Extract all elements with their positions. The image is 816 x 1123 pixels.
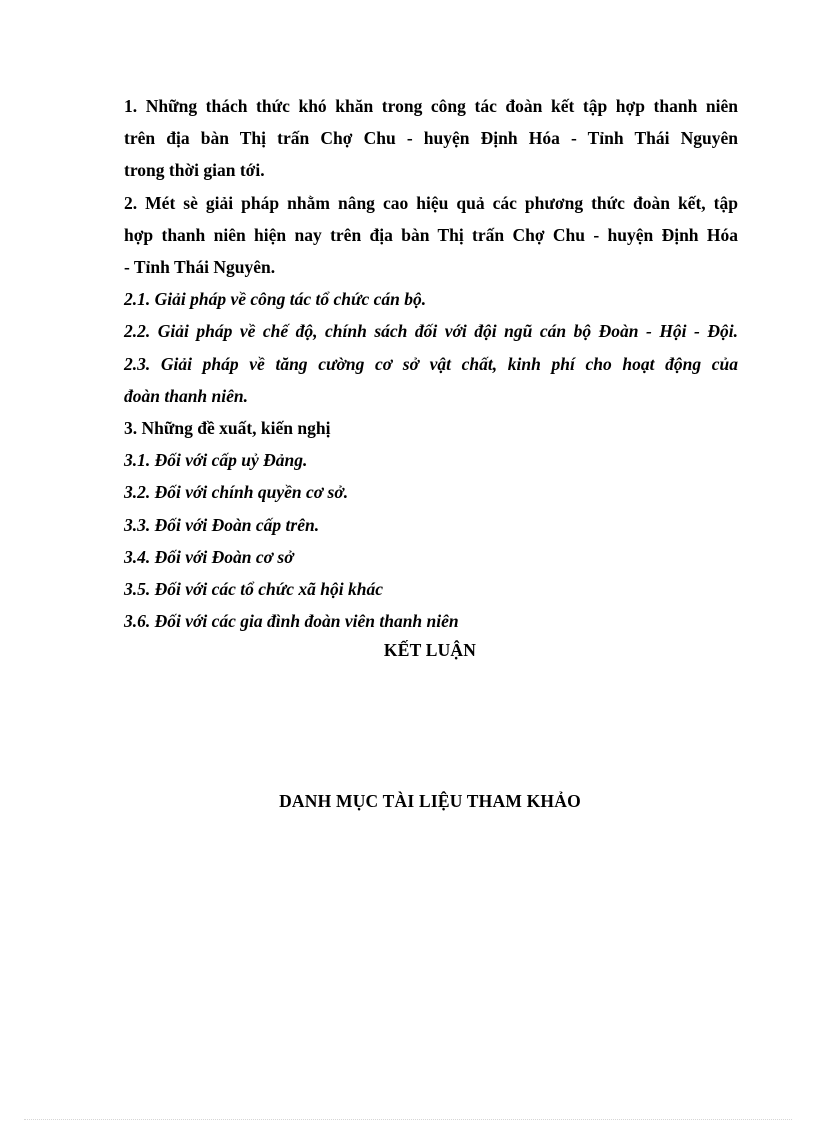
toc-item-3: 3. Những đề xuất, kiến nghị xyxy=(124,418,331,439)
toc-item-1-line-3: trong thời gian tới. xyxy=(124,160,265,181)
references-heading: DANH MỤC TÀI LIỆU THAM KHẢO xyxy=(279,791,581,811)
toc-item-2-3-line-1: 2.3. Giải pháp về tăng cường cơ sở vật chất, kinh phí cho hoạt động của xyxy=(124,353,738,374)
toc-item-1-line-2: trên địa bàn Thị trấn Chợ Chu - huyện Định Hóa - Tỉnh Thái Nguyên xyxy=(124,128,738,149)
toc-item-3-4: 3.4. Đối với Đoàn cơ sở xyxy=(124,546,294,567)
page-bottom-divider xyxy=(24,1119,792,1120)
toc-item-2-1: 2.1. Giải pháp về công tác tổ chức cán bộ. xyxy=(124,289,427,310)
conclusion-heading: KẾT LUẬN xyxy=(383,640,477,660)
toc-item-3-6: 3.6. Đối với các gia đình đoàn viên thanh niên xyxy=(124,611,459,632)
toc-item-2-2: 2.2. Giải pháp về chế độ, chính sách đối với đội ngũ cán bộ Đoàn - Hội - Đội. xyxy=(124,321,738,342)
toc-item-2-line-3: - Tỉnh Thái Nguyên. xyxy=(124,257,276,278)
toc-item-3-1: 3.1. Đối với cấp uỷ Đảng. xyxy=(124,450,308,471)
toc-item-3-5: 3.5. Đối với các tổ chức xã hội khác xyxy=(124,579,384,600)
toc-item-3-2: 3.2. Đối với chính quyền cơ sở. xyxy=(124,482,349,503)
toc-item-2-3-line-2: đoàn thanh niên. xyxy=(124,385,249,406)
toc-item-3-3: 3.3. Đối với Đoàn cấp trên. xyxy=(124,514,320,535)
toc-item-1-line-1: 1. Những thách thức khó khăn trong công tác đoàn kết tập hợp thanh niên xyxy=(124,96,738,116)
table-of-contents xyxy=(124,90,738,637)
toc-item-2-line-2: hợp thanh niên hiện nay trên địa bàn Thị trấn Chợ Chu - huyện Định Hóa xyxy=(124,224,738,245)
toc-item-2-line-1: 2. Mét sè giải pháp nhằm nâng cao hiệu quả các phương thức đoàn kết, tập xyxy=(124,192,738,213)
